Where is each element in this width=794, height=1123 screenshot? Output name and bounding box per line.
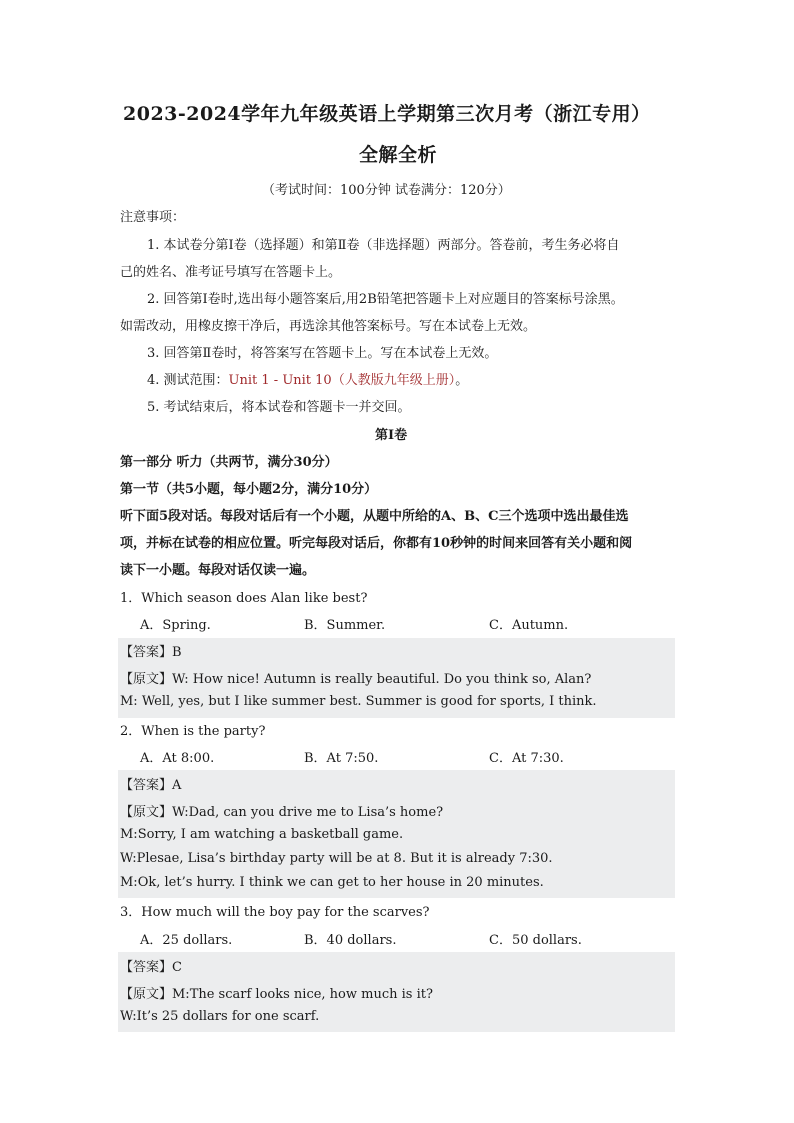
question-2-script-line-3: W:Plesae, Lisa’s birthday party will be at 8. But it is already 7:30. [120, 851, 553, 866]
notice-heading: 注意事项： [120, 210, 186, 225]
page-subtitle: 全解全析 [359, 144, 438, 166]
question-2-option-c: C．At 7:30. [489, 751, 564, 766]
notice-item-2-cont: 如需改动，用橡皮擦干净后，再选涂其他答案标号。写在本试卷上无效。 [120, 319, 537, 334]
question-1-option-b: B．Summer. [304, 618, 386, 633]
notice-item-2: 2. 回答第Ⅰ卷时,选出每小题答案后,用2B铅笔把答题卡上对应题目的答案标号涂黑。 [147, 292, 624, 307]
question-2-script-line-1: 【原文】W:Dad, can you drive me to Lisa’s home? [120, 805, 444, 820]
notice-item-4-prefix: 4. 测试范围： [147, 373, 229, 388]
question-3-option-b: B．40 dollars. [304, 933, 397, 948]
page-title: 2023-2024学年九年级英语上学期第三次月考（浙江专用） [123, 103, 651, 125]
question-1-script-line-1: 【原文】W: How nice! Autumn is really beautiful. Do you think so, Alan? [120, 672, 592, 687]
part1-heading: 第一部分 听力（共两节，满分30分） [120, 455, 338, 470]
question-2-script-line-4: M:Ok, let’s hurry. I think we can get to her house in 20 minutes. [120, 875, 544, 890]
question-3-option-c: C．50 dollars. [489, 933, 582, 948]
question-1-answer-block [118, 638, 675, 718]
question-3-option-a: A．25 dollars. [140, 933, 233, 948]
question-2-script-line-2: M:Sorry, I am watching a basketball game. [120, 827, 404, 842]
question-3-stem: 3．How much will the boy pay for the scarves? [120, 905, 430, 920]
instruction-line-2: 项，并标在试卷的相应位置。听完每段对话后，你都有10秒钟的时间来回答有关小题和阅 [120, 536, 633, 551]
notice-item-1-cont: 己的姓名、准考证号填写在答题卡上。 [120, 265, 342, 280]
question-1-option-a: A．Spring. [140, 618, 211, 633]
test-range: Unit 1 - Unit 10（人教版九年级上册） [228, 373, 456, 388]
question-2-answer-block [118, 770, 675, 898]
question-3-answer-block [118, 952, 675, 1032]
exam-info: （考试时间：100分钟 试卷满分：120分） [262, 183, 511, 198]
question-1-answer: 【答案】B [120, 645, 182, 660]
question-3-script-line-1: 【原文】M:The scarf looks nice, how much is it? [120, 987, 433, 1002]
question-3-answer: 【答案】C [120, 960, 182, 975]
question-3-script-line-2: W:It’s 25 dollars for one scarf. [120, 1009, 320, 1024]
notice-item-4 [147, 369, 468, 388]
question-1-script-line-2: M: Well, yes, but I like summer best. Summer is good for sports, I think. [120, 694, 597, 709]
question-1-option-c: C．Autumn. [489, 618, 569, 633]
question-2-option-a: A．At 8:00. [140, 751, 215, 766]
notice-item-1: 1. 本试卷分第Ⅰ卷（选择题）和第Ⅱ卷（非选择题）两部分。答卷前，考生务必将自 [147, 238, 620, 253]
notice-item-4-suffix: 。 [455, 373, 469, 388]
question-1-stem: 1．Which season does Alan like best? [120, 591, 368, 606]
section1-heading: 第一节（共5小题，每小题2分，满分10分） [120, 482, 378, 497]
volume-title: 第Ⅰ卷 [375, 428, 408, 443]
notice-item-5: 5. 考试结束后，将本试卷和答题卡一并交回。 [147, 400, 411, 415]
question-2-option-b: B．At 7:50. [304, 751, 379, 766]
question-2-stem: 2．When is the party? [120, 724, 266, 739]
question-2-answer: 【答案】A [120, 778, 182, 793]
instruction-line-1: 听下面5段对话。每段对话后有一个小题，从题中所给的A、B、C三个选项中选出最佳选 [120, 509, 629, 524]
notice-item-3: 3. 回答第Ⅱ卷时，将答案写在答题卡上。写在本试卷上无效。 [147, 346, 498, 361]
instruction-line-3: 读下一小题。每段对话仅读一遍。 [120, 563, 316, 578]
